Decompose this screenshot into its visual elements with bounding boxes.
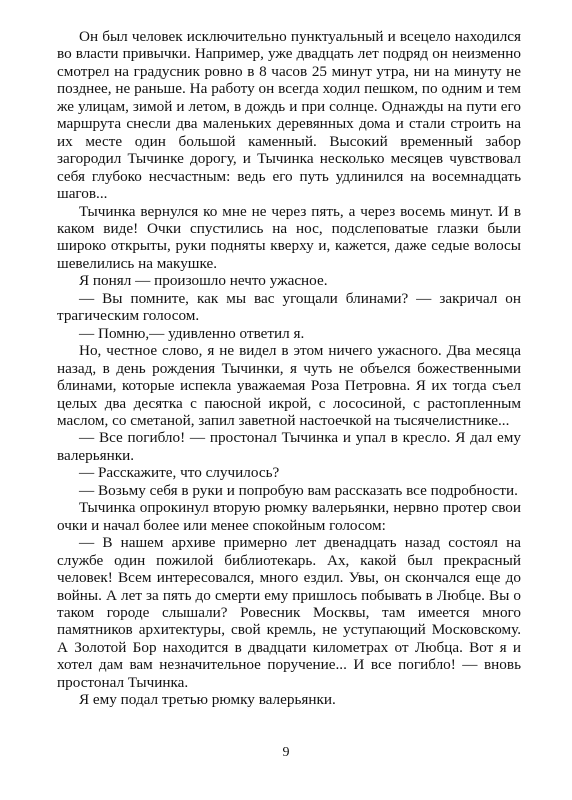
paragraph: — Все погибло! — простонал Тычинка и упал в кресло. Я дал ему валерьянки. — [57, 429, 521, 464]
paragraph: Я понял — произошло нечто ужасное. — [79, 272, 328, 290]
paragraph: — Расскажите, что случилось? — [79, 464, 280, 482]
page-number: 9 — [282, 745, 290, 760]
book-page-text — [57, 28, 521, 709]
paragraph: Он был человек исключительно пунктуальный и всецело находился во власти привычки. Например, уже двадцать лет подряд он неизменно смотрел на градусник ровно в 8 часов 25 минут утра, ни на минуту не позднее, не раньше. На работу он всегда ходил пешком, по одним и тем же улицам, зимой и летом, в дождь и при солнце. Однажды на пути его маршрута снесли два маленьких деревянных дома и стали строить на их месте один большой каменный. Высокий временный забор загородил Тычинке дорогу, и Тычинка несколько месяцев чувствовал себя глубоко несчастным: ведь его путь удлинился на восемнадцать шагов... — [57, 28, 521, 203]
paragraph: — Вы помните, как мы вас угощали блинами? — закричал он трагическим голосом. — [57, 289, 521, 325]
paragraph: Я ему подал третью рюмку валерьянки. — [79, 691, 336, 709]
paragraph: Но, честное слово, я не видел в этом ничего ужасного. Два месяца назад, в день рождения Тычинки, я чуть не объелся божественными блинами, которые испекла уважаемая Роза Петровна. Я их тогда съел целых два десятка с паюсной икрой, с лососиной, с растопленным маслом, со сметаной, запил заветной настоечкой на тысячелистнике... — [57, 342, 521, 429]
paragraph: Тычинка опрокинул вторую рюмку валерьянки, нервно протер свои очки и начал более или менее спокойным голосом: — [57, 499, 521, 534]
paragraph: Тычинка вернулся ко мне не через пять, а через восемь минут. И в каком виде! Очки спустились на нос, подслеповатые глазки были широко открыты, руки подняты кверху и, кажется, даже седые волосы шевелились на макушке. — [57, 202, 521, 272]
paragraph: — Помню,— удивленно ответил я. — [79, 324, 305, 342]
paragraph: — Возьму себя в руки и попробую вам рассказать все подробности. — [79, 481, 518, 499]
paragraph: — В нашем архиве примерно лет двенадцать назад состоял на службе один пожилой библиотекарь. Ах, какой был прекрасный человек! Всем интересовался, много ездил. Увы, он скончался еще до войны. А лет за пять до смерти ему пришлось побывать в Любце. Вы о таком городе слышали? Ровесник Москвы, там имеется много памятников архитектуры, свой кремль, не уступающий Московскому. А Золотой Бор находится в двадцати километрах от Любца. Вот я и хотел дам вам незначительное поручение... И все погибло! — вновь простонал Тычинка. — [57, 534, 521, 691]
